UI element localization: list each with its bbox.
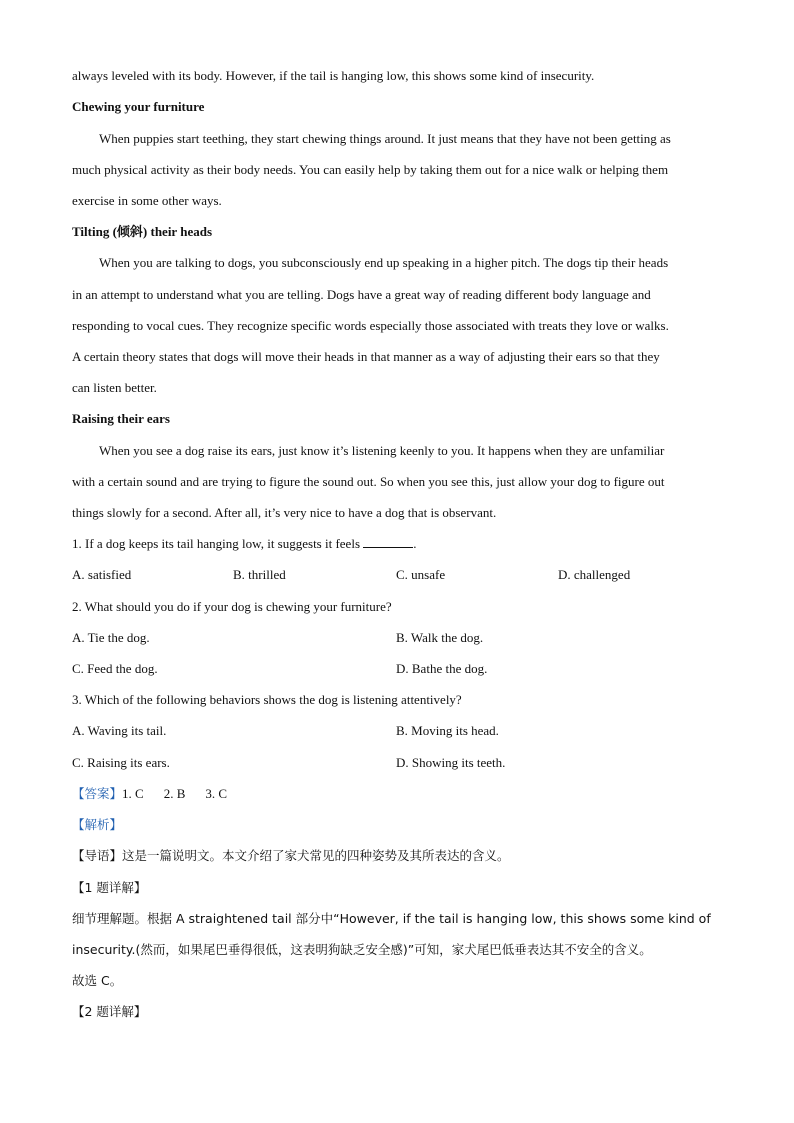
q2-detail-label: 【2 题详解】 xyxy=(72,1004,147,1019)
chewing-line-1: When puppies start teething, they start chewing things around. It just means that they have not been getting as xyxy=(99,131,671,146)
q3-option-b: B. Moving its head. xyxy=(396,723,499,738)
tilting-line-4: A certain theory states that dogs will move their heads in that manner as a way of adjusting their ears so that they xyxy=(72,349,660,364)
question-1-stem-end: . xyxy=(413,536,417,551)
tilting-line-2: in an attempt to understand what you are telling. Dogs have a great way of reading different body language and xyxy=(72,287,651,302)
guide-text: 这是一篇说明文。本文介绍了家犬常见的四种姿势及其所表达的含义。 xyxy=(122,848,510,863)
q1-option-a: A. satisfied xyxy=(72,567,132,582)
q1-detail-line-1: 细节理解题。根据 A straightened tail 部分中“However, if the tail is hanging low, this shows some kind of xyxy=(72,911,711,926)
answer-label: 【答案】 xyxy=(72,786,123,801)
answer-item-2: 2. B xyxy=(163,786,186,801)
analysis-label: 【解析】 xyxy=(72,817,123,832)
answer-line xyxy=(72,785,722,803)
question-1 xyxy=(72,535,722,553)
q1-option-d: D. challenged xyxy=(558,567,631,582)
question-3-stem: 3. Which of the following behaviors shows the dog is listening attentively? xyxy=(72,692,462,707)
q1-option-b: B. thrilled xyxy=(233,567,286,582)
raising-line-2: with a certain sound and are trying to figure the sound out. So when you see this, just allow your dog to figure out xyxy=(72,474,665,489)
heading-tilting: Tilting (倾斜) their heads xyxy=(72,224,213,239)
guide-line xyxy=(72,847,722,865)
answer-blank xyxy=(363,535,413,548)
q3-option-d: D. Showing its teeth. xyxy=(396,755,506,770)
q3-option-a: A. Waving its tail. xyxy=(72,723,167,738)
q3-option-c: C. Raising its ears. xyxy=(72,755,170,770)
tilting-line-5: can listen better. xyxy=(72,380,157,395)
raising-line-3: things slowly for a second. After all, it’s very nice to have a dog that is observant. xyxy=(72,505,497,520)
q2-option-c: C. Feed the dog. xyxy=(72,661,158,676)
tilting-line-3: responding to vocal cues. They recognize specific words especially those associated with treats they love or walks. xyxy=(72,318,669,333)
q1-detail-line-2: insecurity.(然而，如果尾巴垂得很低，这表明狗缺乏安全感)”可知，家犬尾巴低垂表达其不安全的含义。 xyxy=(72,942,652,957)
answer-item-3: 3. C xyxy=(205,786,228,801)
tilting-line-1: When you are talking to dogs, you subconsciously end up speaking in a higher pitch. The dogs tip their heads xyxy=(99,255,669,270)
chewing-line-3: exercise in some other ways. xyxy=(72,193,222,208)
question-1-stem: 1. If a dog keeps its tail hanging low, it suggests it feels xyxy=(72,536,360,551)
q1-detail-label: 【1 题详解】 xyxy=(72,880,147,895)
heading-raising: Raising their ears xyxy=(72,411,170,426)
heading-chewing: Chewing your furniture xyxy=(72,99,205,114)
raising-line-1: When you see a dog raise its ears, just know it’s listening keenly to you. It happens when they are unfamiliar xyxy=(99,443,665,458)
q2-option-d: D. Bathe the dog. xyxy=(396,661,488,676)
q1-detail-line-3: 故选 C。 xyxy=(72,973,123,988)
answer-item-1: 1. C xyxy=(122,786,144,801)
chewing-line-2: much physical activity as their body needs. You can easily help by taking them out for a nice walk or helping them xyxy=(72,162,669,177)
passage-intro-line: always leveled with its body. However, if the tail is hanging low, this shows some kind of insecurity. xyxy=(72,68,595,83)
q2-option-a: A. Tie the dog. xyxy=(72,630,150,645)
q2-option-b: B. Walk the dog. xyxy=(396,630,484,645)
question-2-stem: 2. What should you do if your dog is chewing your furniture? xyxy=(72,599,392,614)
guide-label: 【导语】 xyxy=(72,848,123,863)
q1-option-c: C. unsafe xyxy=(396,567,446,582)
